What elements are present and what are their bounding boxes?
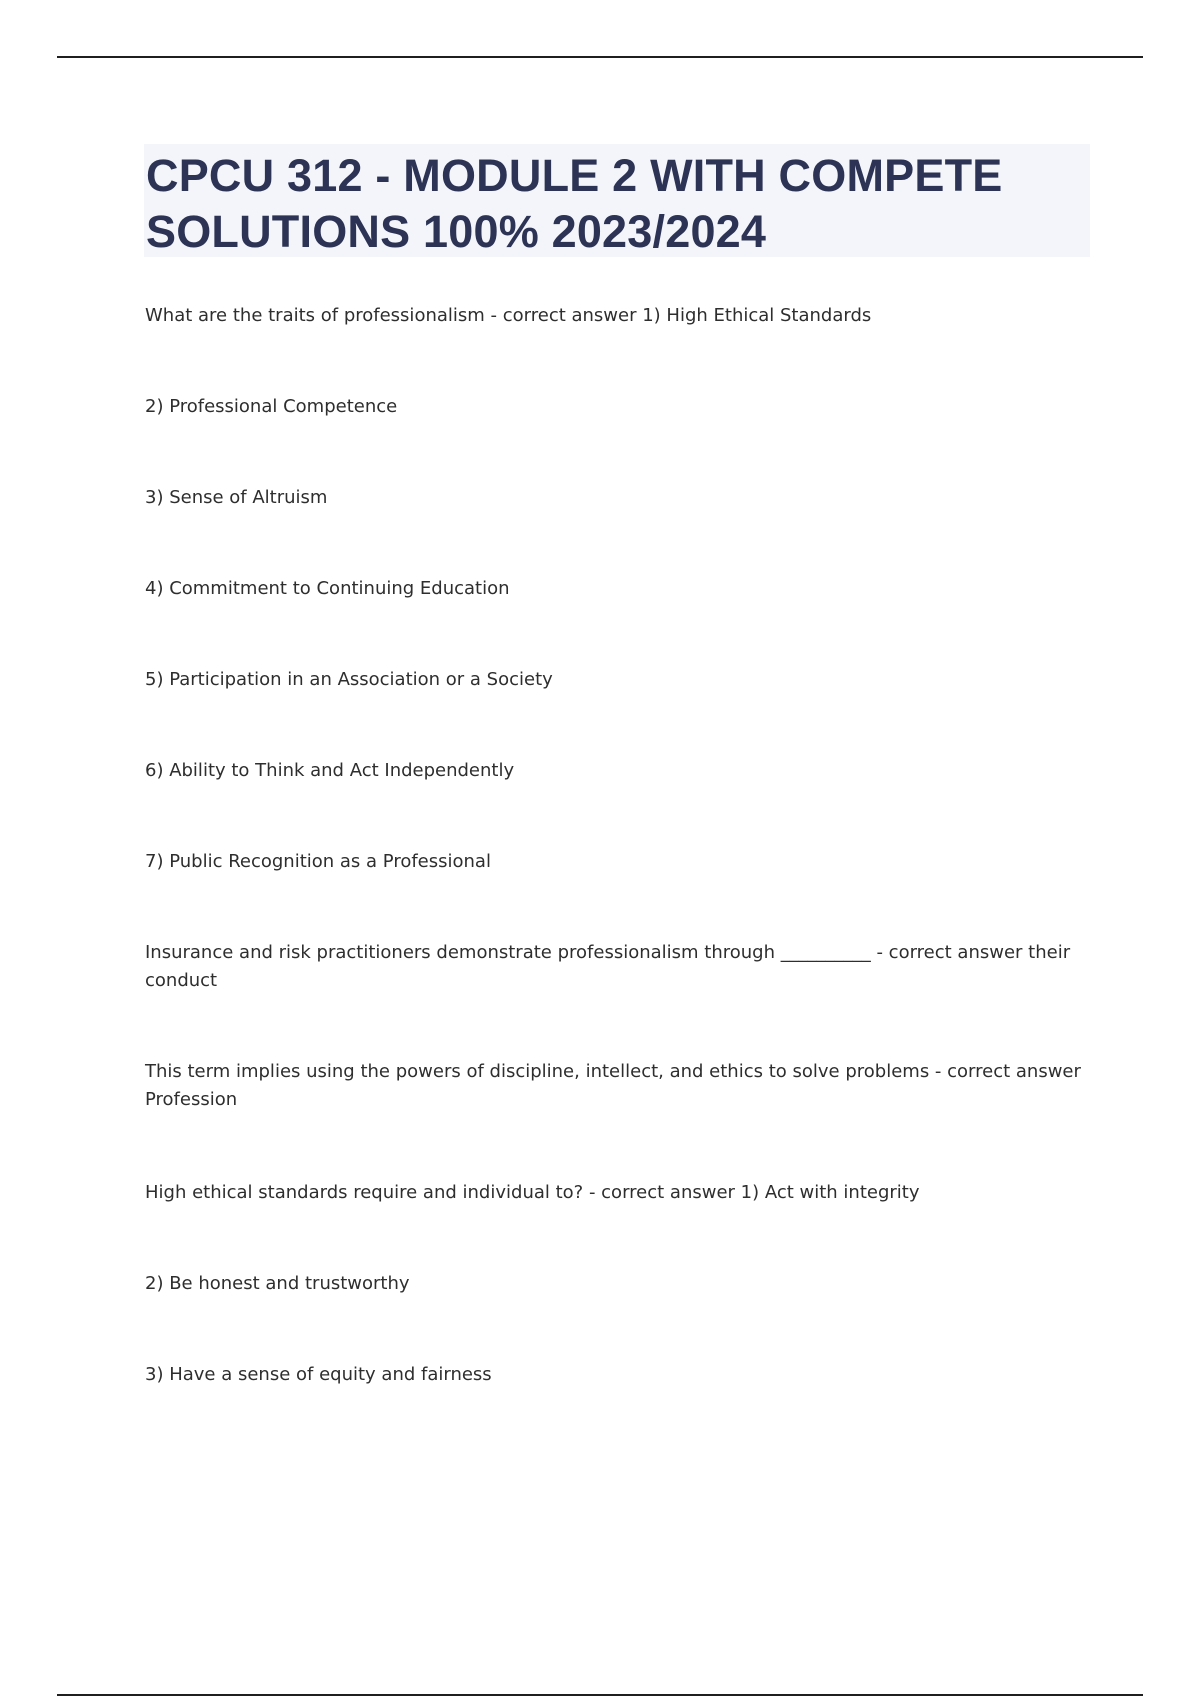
paragraph: 3) Sense of Altruism (145, 487, 328, 508)
bottom-rule (57, 1694, 1143, 1696)
top-rule (57, 56, 1143, 58)
document-title: CPCU 312 - MODULE 2 WITH COMPETE SOLUTIONS 100% 2023/2024 (146, 150, 1003, 257)
paragraph: 2) Be honest and trustworthy (145, 1273, 410, 1294)
title-block (144, 144, 1090, 257)
paragraph: 2) Professional Competence (145, 396, 398, 417)
paragraph: What are the traits of professionalism - correct answer 1) High Ethical Standards (145, 305, 872, 326)
paragraph: 7) Public Recognition as a Professional (145, 851, 491, 872)
paragraph: 5) Participation in an Association or a Society (145, 669, 553, 690)
paragraph: Insurance and risk practitioners demonstrate professionalism through __________ - correct answer their conduct (145, 942, 1071, 991)
paragraph: 6) Ability to Think and Act Independently (145, 760, 515, 781)
paragraph: 3) Have a sense of equity and fairness (145, 1364, 492, 1385)
paragraph: This term implies using the powers of discipline, intellect, and ethics to solve problems - correct answer Profession (145, 1061, 1081, 1110)
paragraph: 4) Commitment to Continuing Education (145, 578, 510, 599)
paragraph: High ethical standards require and individual to? - correct answer 1) Act with integrity (145, 1182, 920, 1203)
